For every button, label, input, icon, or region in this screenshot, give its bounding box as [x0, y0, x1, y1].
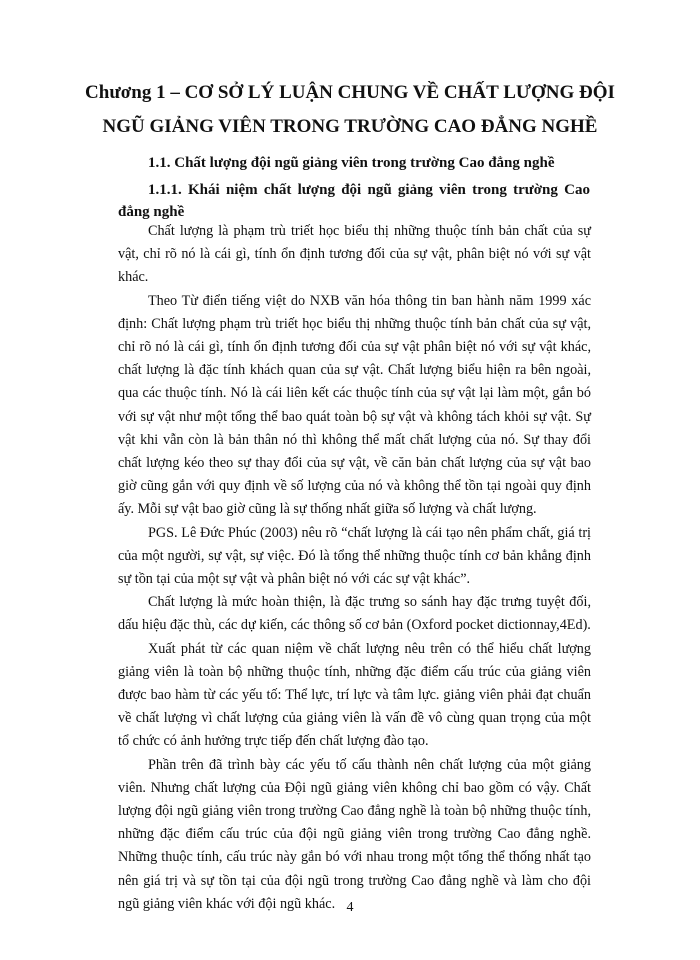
section-heading-1-1-1 — [118, 179, 590, 223]
paragraph: Xuất phát từ các quan niệm về chất lượng nêu trên có thể hiểu chất lượng giảng viên là toàn bộ những thuộc tính, những đặc điểm cấu trúc của giảng viên được bao hàm từ các yếu tố: Thể lực, trí lực và tâm lực. giảng viên phải đạt chuẩn về chất lượng vì chất lượng của giảng viên là vấn đề vô cùng quan trọng của một tổ chức có ảnh hưởng trực tiếp đến chất lượng đào tạo. — [118, 640, 591, 750]
chapter-title — [60, 76, 640, 144]
paragraph: Phần trên đã trình bày các yếu tố cấu thành nên chất lượng của một giảng viên. Nhưng chất lượng của Đội ngũ giảng viên không chỉ bao gồm có vậy. Chất lượng đội ngũ giảng viên trong trường Cao đẳng nghề là toàn bộ những thuộc tính, những đặc điểm cấu trúc của đội ngũ giảng viên trong trường Cao đẳng nghề. Những thuộc tính, cấu trúc này gắn bó với nhau trong một tổng thể thống nhất tạo nên giá trị và sự tồn tại của đội ngũ trong trường Cao đẳng nghề và làm cho đội ngũ giảng viên khác với đội ngũ khác. — [118, 756, 591, 912]
chapter-title-line-1: Chương 1 – CƠ SỞ LÝ LUẬN CHUNG VỀ CHẤT LƯỢNG ĐỘI — [85, 82, 615, 103]
paragraph: PGS. Lê Đức Phúc (2003) nêu rõ “chất lượng là cái tạo nên phẩm chất, giá trị của một người, sự vật, sự việc. Đó là tổng thể những thuộc tính cơ bản khẳng định sự tồn tại của một sự vật và phân biệt nó với các sự vật khác”. — [118, 524, 591, 588]
chapter-title-line-2: NGŨ GIẢNG VIÊN TRONG TRƯỜNG CAO ĐẲNG NGHỀ — [102, 116, 598, 137]
page-number: 4 — [346, 900, 354, 915]
paragraph: Chất lượng là mức hoàn thiện, là đặc trưng so sánh hay đặc trưng tuyệt đối, dấu hiệu đặc thù, các dự kiến, các thông số cơ bản (Oxford pocket dictionnay,4Ed). — [118, 594, 591, 634]
body-text — [118, 220, 591, 916]
paragraph: Chất lượng là phạm trù triết học biểu thị những thuộc tính bản chất của sự vật, chỉ rõ nó là cái gì, tính ổn định tương đối của sự vật, phân biệt nó với sự vật khác. — [118, 223, 591, 286]
paragraph: Theo Từ điển tiếng việt do NXB văn hóa thông tin ban hành năm 1999 xác định: Chất lượng phạm trù triết học biểu thị những thuộc tính bản chất của sự vật, chỉ rõ nó là cái gì, tính ổn định tương đối của sự vật phân biệt nó với sự vật khác, chất lượng là đặc tính khách quan của sự vật. Chất lượng biểu hiện ra bên ngoài, qua các thuộc tính. Nó là cái liên kết các thuộc tính của sự vật lại làm một, gắn bó với sự vật như một tổng thể bao quát toàn bộ sự vật và không tách khỏi sự vật. Sự vật khi vẫn còn là bản thân nó thì không thể mất chất lượng của nó. Sự thay đổi chất lượng kéo theo sự thay đổi của sự vật, về căn bản chất lượng của sự vật bao giờ cũng gắn với quy định về số lượng của nó và không thể tồn tại ngoài quy định ấy. Mỗi sự vật bao giờ cũng là sự thống nhất giữa số lượng và chất lượng. — [118, 292, 591, 518]
section-heading-1-1-1-text: 1.1.1. Khái niệm chất lượng đội ngũ giảng viên trong trường Cao đẳng nghề — [118, 182, 590, 220]
section-heading-1-1: 1.1. Chất lượng đội ngũ giảng viên trong trường Cao đẳng nghề — [148, 155, 555, 171]
